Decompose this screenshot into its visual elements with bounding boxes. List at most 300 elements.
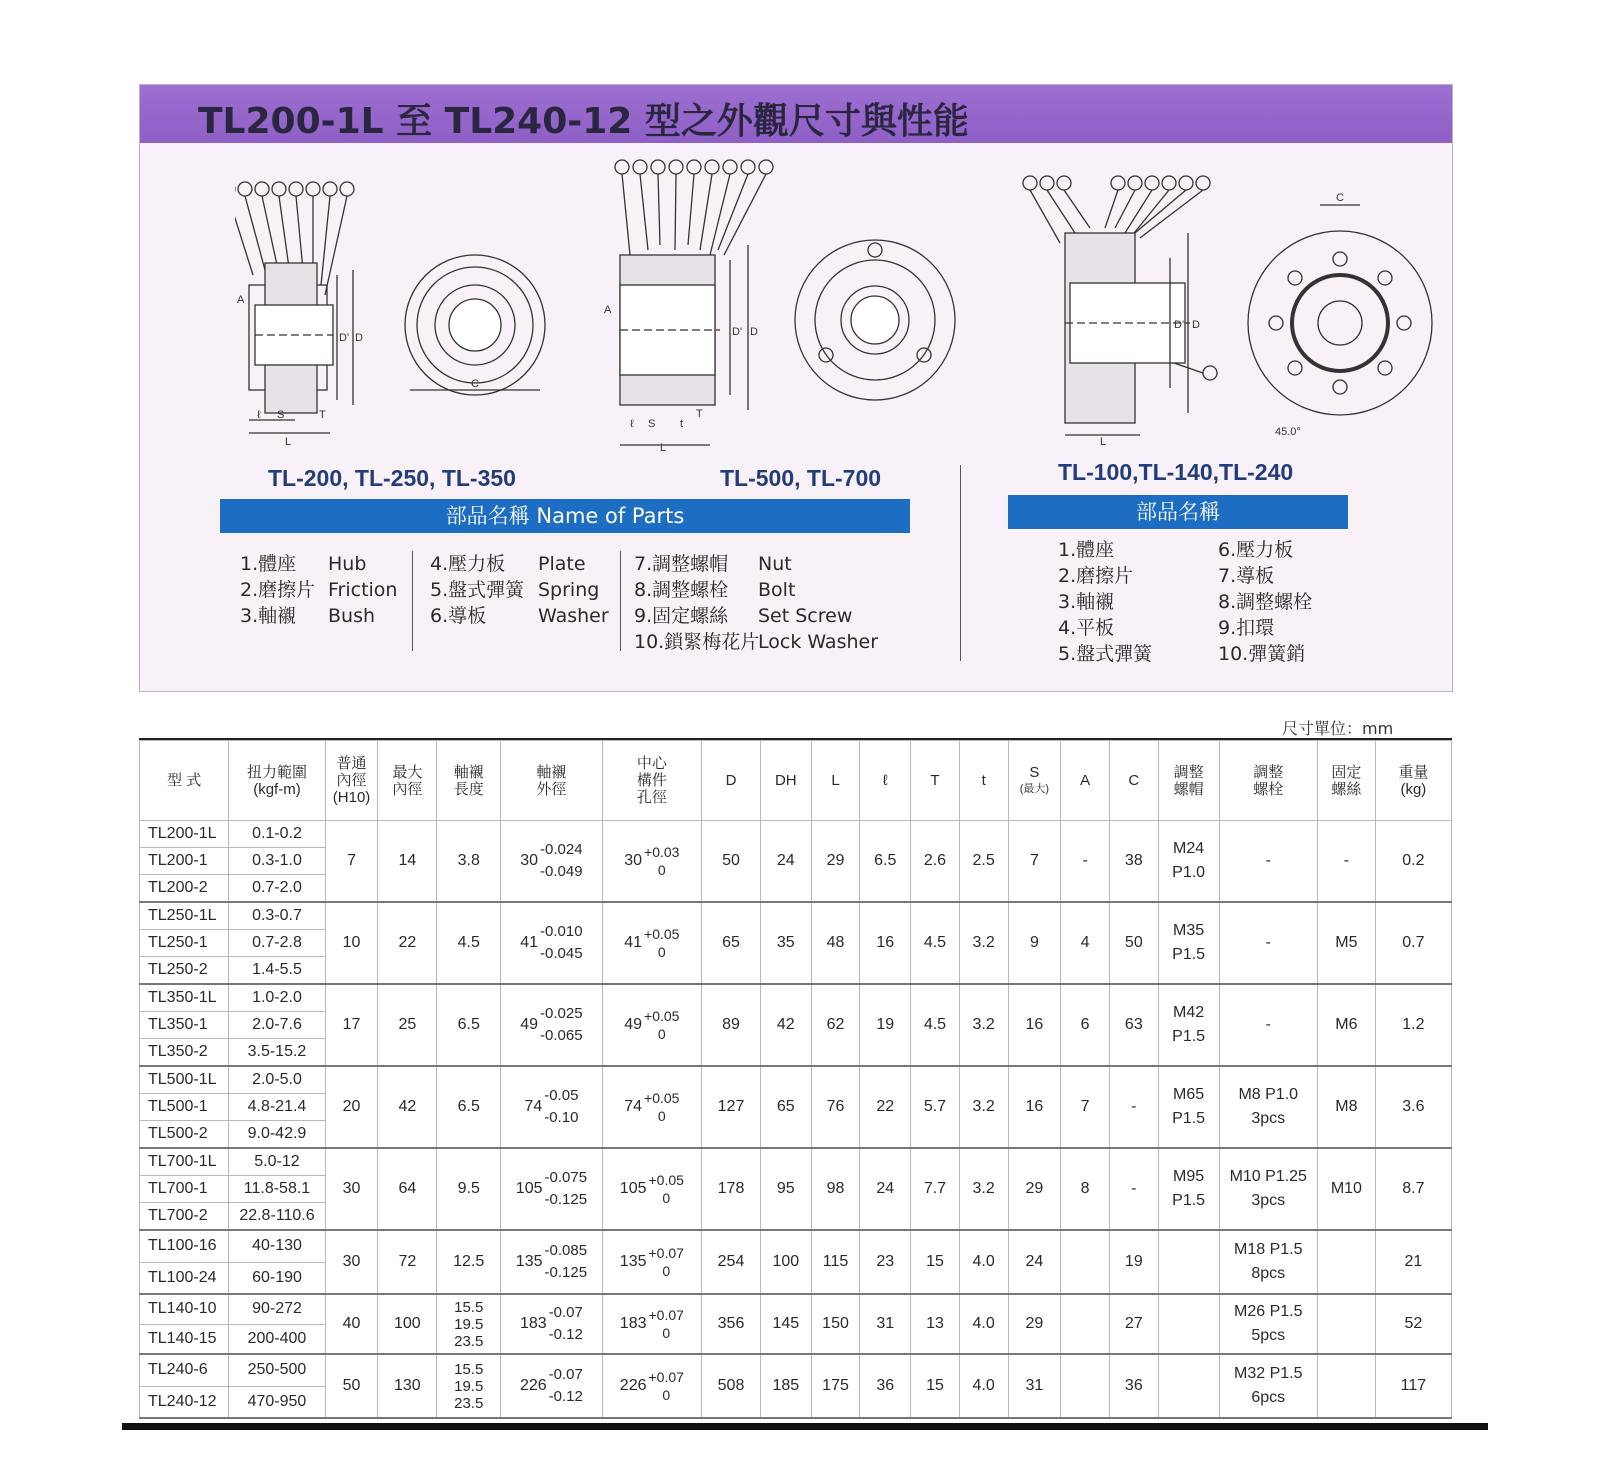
cell-bolt (1219, 1148, 1317, 1230)
cell-bush-length (437, 902, 501, 984)
cell-d: 356 (702, 1294, 761, 1354)
cell-l: 62 (811, 984, 860, 1066)
header-tsmall: t (959, 741, 1008, 821)
cell-torque: 60-190 (229, 1262, 325, 1294)
cell-l: 22 (860, 1066, 911, 1148)
cell-bush-od (501, 902, 602, 984)
cell-torque: 200-400 (229, 1324, 325, 1354)
tolerance-upper: -0.085 (544, 1242, 588, 1259)
tolerance-lower: -0.045 (540, 945, 583, 962)
cell-c: 63 (1109, 984, 1158, 1066)
tolerance-base: 226 (619, 1377, 647, 1394)
bush-length-value: 6.5 (457, 1098, 480, 1115)
cell-t: 15 (911, 1354, 960, 1418)
dim-label-d: D (750, 326, 758, 338)
cell-torque: 40-130 (229, 1230, 325, 1262)
cell-weight: 0.7 (1375, 902, 1451, 984)
cell-weight: 3.6 (1375, 1066, 1451, 1148)
dim-label-l: L (660, 442, 667, 454)
parts-list-tl100-col1 (1058, 537, 1152, 667)
cell-bolt (1219, 1230, 1317, 1294)
dim-label-l: L (285, 436, 292, 448)
cell-l: 16 (860, 902, 911, 984)
header-pilot: 中心 構件 孔徑 (602, 741, 701, 821)
cell-bush-od (501, 1354, 602, 1418)
cell-l: 31 (860, 1294, 911, 1354)
cell-model: TL700-1 (140, 1176, 229, 1203)
tolerance-lower: 0 (657, 862, 666, 878)
cell-t: 13 (911, 1294, 960, 1354)
cell-t: 3.2 (959, 984, 1008, 1066)
cell-bore: 30 (325, 1230, 378, 1294)
header-ell: ℓ (860, 741, 911, 821)
cell-d: 254 (702, 1230, 761, 1294)
cell-bolt-line: 8pcs (1251, 1265, 1286, 1282)
part-item: 2.磨擦片 (1058, 565, 1134, 587)
tl200-drawing (235, 175, 565, 450)
bush-length-value: 15.5 (454, 1298, 484, 1316)
tolerance-upper: +0.05 (644, 1090, 680, 1106)
cell-l: 48 (811, 902, 860, 984)
cell-pilot (602, 1066, 701, 1148)
table-bottom-rule (122, 1423, 1488, 1430)
caption-tl500-group: TL-500, TL-700 (720, 465, 882, 491)
cell-s: 16 (1008, 1066, 1061, 1148)
cell-a: - (1061, 821, 1110, 903)
cell-c: 50 (1109, 902, 1158, 984)
part-item: 8.調整螺栓 (1218, 591, 1313, 613)
cell-t: 4.5 (911, 984, 960, 1066)
header-bore: 普通 內徑 (H10) (325, 741, 378, 821)
section-view (249, 263, 353, 433)
cell-l: 19 (860, 984, 911, 1066)
cell-t: 3.2 (959, 1148, 1008, 1230)
cell-bore: 40 (325, 1294, 378, 1354)
part-item: 3.軸襯 Bush (240, 605, 376, 627)
tolerance-lower: -0.125 (544, 1191, 588, 1208)
cell-model: TL240-12 (140, 1386, 229, 1418)
cell-bush-length (437, 1294, 501, 1354)
part-item: 2.磨擦片 Friction (240, 579, 398, 601)
tolerance-upper: -0.07 (548, 1304, 583, 1321)
part-item: 10.彈簧銷 (1218, 643, 1306, 665)
cell-bolt-line: - (1265, 1016, 1271, 1033)
cell-bush-length (437, 1066, 501, 1148)
cell-torque: 22.8-110.6 (229, 1203, 325, 1231)
cell-bolt (1219, 1294, 1317, 1354)
cell-bolt-line: - (1265, 934, 1271, 951)
cell-model: TL500-2 (140, 1121, 229, 1149)
part-item: 4.壓力板 Plate (430, 553, 586, 575)
cell-bolt-line: - (1265, 852, 1271, 869)
bush-length-value: 12.5 (453, 1253, 485, 1270)
cell-dh: 100 (760, 1230, 811, 1294)
cell-model: TL700-1L (140, 1148, 229, 1176)
cell-weight: 52 (1375, 1294, 1451, 1354)
cell-bore: 10 (325, 902, 378, 984)
cell-setscrew: M8 (1317, 1066, 1375, 1148)
page-title: TL200-1L 至 TL240-12 型之外觀尺寸與性能 (198, 101, 969, 142)
cell-t: 4.0 (959, 1294, 1008, 1354)
tolerance-lower: 0 (657, 1108, 666, 1124)
cell-weight: 117 (1375, 1354, 1451, 1418)
cell-max-bore: 22 (378, 902, 437, 984)
tolerance-lower: -0.12 (548, 1388, 583, 1405)
cell-t: 15 (911, 1230, 960, 1294)
part-item: 1.體座 Hub (240, 553, 367, 575)
tolerance-upper: -0.07 (548, 1366, 583, 1383)
cell-model: TL200-2 (140, 875, 229, 903)
dim-label-a: A (237, 294, 245, 306)
tolerance-base: 183 (619, 1315, 647, 1332)
tolerance-lower: -0.125 (544, 1264, 588, 1281)
cell-torque: 0.3-0.7 (229, 902, 325, 930)
front-view (405, 255, 545, 395)
cell-pilot (602, 821, 701, 903)
cell-t: 4.0 (959, 1230, 1008, 1294)
cell-l: 24 (860, 1148, 911, 1230)
cell-d: 127 (702, 1066, 761, 1148)
dim-label-d: D (1192, 319, 1200, 331)
cell-dh: 65 (760, 1066, 811, 1148)
cell-nut-line: P1.5 (1172, 1192, 1206, 1209)
cell-a (1061, 1230, 1110, 1294)
dim-label-tsmall: t (680, 418, 684, 430)
cell-nut-line: M65 (1173, 1086, 1205, 1103)
cell-model: TL240-6 (140, 1354, 229, 1386)
header-model: 型 式 (140, 741, 229, 821)
tolerance-lower: 0 (662, 1387, 671, 1403)
cell-bore: 50 (325, 1354, 378, 1418)
cell-nut (1158, 1230, 1219, 1294)
cell-bolt-line: 3pcs (1251, 1192, 1286, 1209)
cell-bush-length (437, 1230, 501, 1294)
cell-t: 2.6 (911, 821, 960, 903)
cell-t: 2.5 (959, 821, 1008, 903)
dim-label-a: A (604, 304, 612, 316)
cell-nut-line: M35 (1173, 922, 1205, 939)
cell-nut (1158, 821, 1219, 903)
cell-bolt-line: M10 P1.25 (1229, 1168, 1307, 1185)
cell-nut (1158, 1066, 1219, 1148)
cell-bolt (1219, 984, 1317, 1066)
tolerance-lower: 0 (662, 1263, 671, 1279)
cell-dh: 145 (760, 1294, 811, 1354)
cell-bore: 20 (325, 1066, 378, 1148)
tolerance-base: 105 (515, 1180, 543, 1197)
spec-table (139, 740, 1452, 1419)
angle-label: 45.0° (1275, 426, 1301, 438)
tl100-drawing (1020, 173, 1440, 448)
cell-l: 115 (811, 1230, 860, 1294)
cell-model: TL350-1 (140, 1012, 229, 1039)
cell-dh: 42 (760, 984, 811, 1066)
cell-model: TL100-16 (140, 1230, 229, 1262)
tolerance-lower: 0 (657, 1026, 666, 1042)
parts-list-col2 (430, 551, 609, 629)
tolerance-base: 30 (624, 852, 643, 869)
tolerance-upper: +0.05 (648, 1172, 684, 1188)
parts-list-tl100-col2 (1218, 537, 1312, 667)
header-nut: 調整 螺帽 (1158, 741, 1219, 821)
cell-d: 89 (702, 984, 761, 1066)
cell-torque: 90-272 (229, 1294, 325, 1324)
cell-bolt-line: M18 P1.5 (1234, 1241, 1303, 1258)
dim-label-s: S (648, 418, 656, 430)
parts-name-bar-tl100: 部品名稱 (1008, 495, 1348, 529)
cell-d: 50 (702, 821, 761, 903)
cell-bore: 7 (325, 821, 378, 903)
cell-torque: 2.0-7.6 (229, 1012, 325, 1039)
front-view (795, 240, 955, 400)
header-d: D (702, 741, 761, 821)
header-torque: 扭力範圍 (kgf-m) (229, 741, 325, 821)
cell-model: TL100-24 (140, 1262, 229, 1294)
cell-dh: 24 (760, 821, 811, 903)
cell-max-bore: 130 (378, 1354, 437, 1418)
section-view (1065, 233, 1190, 435)
tolerance-lower: -0.10 (544, 1109, 579, 1126)
header-setscrew: 固定 螺絲 (1317, 741, 1375, 821)
cell-nut (1158, 902, 1219, 984)
cell-torque: 0.7-2.8 (229, 930, 325, 957)
cell-c: - (1109, 1066, 1158, 1148)
header-bolt: 調整 螺栓 (1219, 741, 1317, 821)
cell-pilot (602, 1354, 701, 1418)
cell-torque: 11.8-58.1 (229, 1176, 325, 1203)
cell-max-bore: 25 (378, 984, 437, 1066)
cell-bolt-line: M32 P1.5 (1234, 1365, 1303, 1382)
header-s: S (最大) (1008, 741, 1061, 821)
cell-t: 5.7 (911, 1066, 960, 1148)
cell-s: 29 (1008, 1148, 1061, 1230)
cell-bush-length (437, 984, 501, 1066)
table-row (140, 1294, 1452, 1324)
tolerance-base: 74 (624, 1098, 643, 1115)
cell-max-bore: 64 (378, 1148, 437, 1230)
cell-bush-od (501, 1066, 602, 1148)
cell-setscrew (1317, 1230, 1375, 1294)
cell-s: 7 (1008, 821, 1061, 903)
cell-l: 36 (860, 1354, 911, 1418)
cell-bush-od (501, 1230, 602, 1294)
cell-nut (1158, 1148, 1219, 1230)
cell-t: 4.5 (911, 902, 960, 984)
cell-model: TL500-1L (140, 1066, 229, 1094)
cell-torque: 5.0-12 (229, 1148, 325, 1176)
cell-bolt (1219, 1354, 1317, 1418)
tolerance-upper: -0.075 (544, 1169, 588, 1186)
unit-label: 尺寸單位：mm (1282, 719, 1394, 738)
cell-a: 7 (1061, 1066, 1110, 1148)
title-bar (140, 85, 1452, 143)
parts-name-bar: 部品名稱 Name of Parts (220, 499, 910, 533)
cell-a: 8 (1061, 1148, 1110, 1230)
divider (412, 551, 413, 651)
cell-max-bore: 72 (378, 1230, 437, 1294)
header-weight: 重量 (kg) (1375, 741, 1451, 821)
cell-weight: 8.7 (1375, 1148, 1451, 1230)
cell-l: 76 (811, 1066, 860, 1148)
tolerance-base: 226 (519, 1377, 547, 1394)
tolerance-base: 74 (524, 1098, 543, 1115)
caption-tl100-group: TL-100,TL-140,TL-240 (1058, 459, 1294, 485)
cell-bolt (1219, 821, 1317, 903)
cell-l: 29 (811, 821, 860, 903)
cell-model: TL250-2 (140, 957, 229, 985)
header-max-bore: 最大 內徑 (378, 741, 437, 821)
cell-model: TL140-10 (140, 1294, 229, 1324)
bush-length-value: 19.5 (454, 1315, 484, 1333)
dim-label-dh: D' (732, 326, 743, 338)
cell-weight: 21 (1375, 1230, 1451, 1294)
catalog-panel (139, 84, 1453, 692)
tolerance-upper: +0.07 (648, 1369, 684, 1385)
cell-bush-length (437, 1148, 501, 1230)
dim-label-s: S (277, 409, 285, 421)
tolerance-upper: -0.024 (540, 841, 583, 858)
cell-t: 3.2 (959, 902, 1008, 984)
cell-d: 508 (702, 1354, 761, 1418)
tolerance-upper: +0.07 (648, 1245, 684, 1261)
tolerance-upper: +0.03 (644, 844, 680, 860)
tolerance-upper: +0.07 (648, 1307, 684, 1323)
cell-t: 7.7 (911, 1148, 960, 1230)
tolerance-upper: -0.025 (540, 1005, 583, 1022)
cell-model: TL140-15 (140, 1324, 229, 1354)
cell-bolt (1219, 902, 1317, 984)
cell-bush-length (437, 1354, 501, 1418)
table-header-row (140, 741, 1452, 821)
header-bush-od: 軸襯 外徑 (501, 741, 602, 821)
tolerance-lower: -0.065 (540, 1027, 583, 1044)
bush-length-value: 23.5 (454, 1332, 484, 1350)
cell-pilot (602, 1148, 701, 1230)
cell-max-bore: 100 (378, 1294, 437, 1354)
cell-c: 19 (1109, 1230, 1158, 1294)
part-item: 6.壓力板 (1218, 539, 1294, 561)
part-item: 9.扣環 (1218, 617, 1275, 639)
cell-l: 98 (811, 1148, 860, 1230)
divider (620, 551, 621, 651)
cell-model: TL250-1 (140, 930, 229, 957)
dim-label-c: C (471, 378, 479, 390)
cell-dh: 95 (760, 1148, 811, 1230)
cell-t: 3.2 (959, 1066, 1008, 1148)
cell-model: TL350-1L (140, 984, 229, 1012)
cell-bush-od (501, 821, 602, 903)
tolerance-lower: -0.12 (548, 1326, 583, 1343)
dim-label-l: L (1100, 436, 1107, 448)
cell-bolt-line: 6pcs (1251, 1389, 1286, 1406)
cell-d: 65 (702, 902, 761, 984)
cell-a (1061, 1354, 1110, 1418)
tolerance-upper: -0.05 (544, 1087, 579, 1104)
dim-label-dh: D' (339, 332, 350, 344)
cell-pilot (602, 902, 701, 984)
part-item: 5.盤式彈簧 (1058, 643, 1153, 665)
dim-label-ell: ℓ (257, 409, 261, 421)
part-item: 8.調整螺栓 Bolt (634, 579, 796, 601)
tolerance-upper: +0.05 (644, 1008, 680, 1024)
parts-list-col3 (634, 551, 878, 655)
cell-bush-od (501, 1294, 602, 1354)
table-row (140, 1354, 1452, 1386)
bush-length-value: 9.5 (457, 1180, 480, 1197)
cell-torque: 0.1-0.2 (229, 821, 325, 848)
cell-c: 36 (1109, 1354, 1158, 1418)
tl500-drawing (600, 155, 960, 455)
cell-d: 178 (702, 1148, 761, 1230)
dim-label-dh: D' (1174, 319, 1185, 331)
cell-s: 24 (1008, 1230, 1061, 1294)
cell-bolt-line: 5pcs (1251, 1327, 1286, 1344)
cell-s: 29 (1008, 1294, 1061, 1354)
part-item: 3.軸襯 (1058, 591, 1115, 613)
bush-length-value: 6.5 (457, 1016, 480, 1033)
header-bush-length: 軸襯 長度 (437, 741, 501, 821)
bush-length-value: 4.5 (457, 934, 480, 951)
cell-nut-line: M24 (1173, 840, 1205, 857)
part-item: 6.導板 Washer (430, 605, 609, 627)
cell-l: 175 (811, 1354, 860, 1418)
cell-nut-line: P1.5 (1172, 1110, 1206, 1127)
cell-torque: 3.5-15.2 (229, 1039, 325, 1067)
cell-torque: 2.0-5.0 (229, 1066, 325, 1094)
cell-bush-od (501, 1148, 602, 1230)
cell-bore: 30 (325, 1148, 378, 1230)
bush-length-value: 15.5 (454, 1360, 484, 1378)
tolerance-base: 135 (515, 1253, 543, 1270)
cell-model: TL700-2 (140, 1203, 229, 1231)
cell-pilot (602, 1230, 701, 1294)
cell-nut (1158, 984, 1219, 1066)
cell-bush-length (437, 821, 501, 903)
table-row (140, 821, 1452, 848)
part-item: 10.鎖緊梅花片Lock Washer (634, 631, 879, 653)
cell-nut-line: P1.5 (1172, 1028, 1206, 1045)
cell-torque: 0.3-1.0 (229, 848, 325, 875)
cell-dh: 185 (760, 1354, 811, 1418)
cell-model: TL500-1 (140, 1094, 229, 1121)
tolerance-base: 49 (624, 1016, 643, 1033)
cell-t: 4.0 (959, 1354, 1008, 1418)
part-item: 7.導板 (1218, 565, 1275, 587)
cell-pilot (602, 1294, 701, 1354)
cell-torque: 1.4-5.5 (229, 957, 325, 985)
dim-label-ell: ℓ (630, 418, 634, 430)
table-row (140, 1230, 1452, 1262)
cell-s: 31 (1008, 1354, 1061, 1418)
cell-c: - (1109, 1148, 1158, 1230)
caption-tl200-group: TL-200, TL-250, TL-350 (268, 465, 516, 491)
cell-bolt-line: M8 P1.0 (1238, 1086, 1299, 1103)
bush-length-value: 23.5 (454, 1394, 484, 1412)
cell-dh: 35 (760, 902, 811, 984)
parts-list-col1 (240, 551, 397, 629)
cell-torque: 470-950 (229, 1386, 325, 1418)
cell-model: TL200-1L (140, 821, 229, 848)
balloon-callouts (615, 160, 773, 255)
cell-nut-line: M95 (1173, 1168, 1205, 1185)
cell-bolt-line: M26 P1.5 (1234, 1303, 1303, 1320)
tolerance-lower: 0 (662, 1190, 671, 1206)
cell-l: 150 (811, 1294, 860, 1354)
cell-s: 9 (1008, 902, 1061, 984)
cell-model: TL250-1L (140, 902, 229, 930)
cell-max-bore: 14 (378, 821, 437, 903)
header-dh: DH (760, 741, 811, 821)
